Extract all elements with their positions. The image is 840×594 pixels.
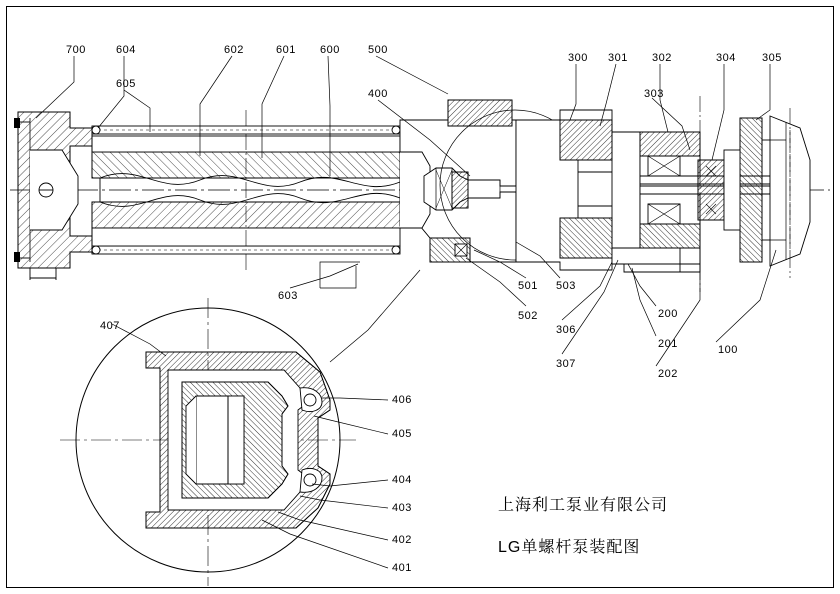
- callout-300: 300: [568, 52, 588, 64]
- callout-700: 700: [66, 44, 86, 56]
- company-name: 上海利工泵业有限公司: [498, 497, 669, 514]
- callout-306: 306: [556, 324, 576, 336]
- callout-500: 500: [368, 44, 388, 56]
- callout-503: 503: [556, 280, 576, 292]
- callout-402: 402: [392, 534, 412, 546]
- callout-200: 200: [658, 308, 678, 320]
- callout-406: 406: [392, 394, 412, 406]
- callout-307: 307: [556, 358, 576, 370]
- callout-404: 404: [392, 474, 412, 486]
- callout-302: 302: [652, 52, 672, 64]
- callout-405: 405: [392, 428, 412, 440]
- callout-605: 605: [116, 78, 136, 90]
- callout-401: 401: [392, 562, 412, 574]
- callout-303: 303: [644, 88, 664, 100]
- callout-100: 100: [718, 344, 738, 356]
- callout-201: 201: [658, 338, 678, 350]
- callout-602: 602: [224, 44, 244, 56]
- callout-502: 502: [518, 310, 538, 322]
- callout-304: 304: [716, 52, 736, 64]
- callout-301: 301: [608, 52, 628, 64]
- callout-407: 407: [100, 320, 120, 332]
- callout-600: 600: [320, 44, 340, 56]
- callout-305: 305: [762, 52, 782, 64]
- callout-604: 604: [116, 44, 136, 56]
- callout-501: 501: [518, 280, 538, 292]
- drawing-title: LG单螺杆泵装配图: [498, 539, 641, 556]
- callout-400: 400: [368, 88, 388, 100]
- main-section-view: [10, 96, 830, 586]
- callout-603: 603: [278, 290, 298, 302]
- callout-403: 403: [392, 502, 412, 514]
- callout-202: 202: [658, 368, 678, 380]
- callout-601: 601: [276, 44, 296, 56]
